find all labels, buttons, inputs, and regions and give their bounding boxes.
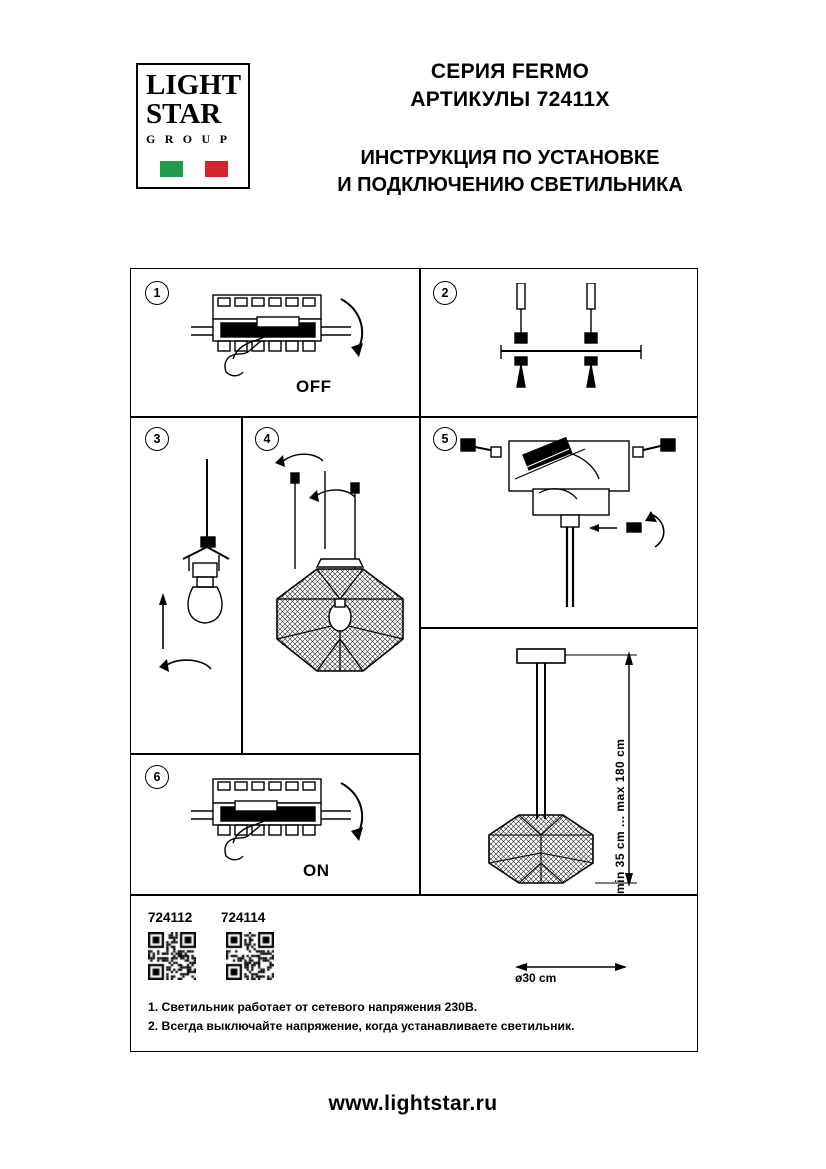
- qr-code-724112: [148, 932, 196, 980]
- steps-frame: [130, 268, 698, 1052]
- footer-website: www.lightstar.ru: [328, 1092, 498, 1115]
- italian-flag-icon: [160, 161, 228, 177]
- divider-horizontal-3: [419, 627, 697, 629]
- divider-horizontal-4: [131, 894, 697, 896]
- product-code-label-1: 724112: [148, 910, 193, 925]
- step-number-2: 2: [433, 281, 457, 305]
- diameter-dimension-label: ø30 cm: [515, 971, 557, 985]
- qr-code-724114: [226, 932, 274, 980]
- figure-step-2: [481, 283, 671, 398]
- step-number-1: 1: [145, 281, 169, 305]
- step-number-4: 4: [255, 427, 279, 451]
- step-caption-1: OFF: [296, 377, 332, 396]
- notes-block: [148, 998, 588, 1036]
- note-line-2: 2. Всегда выключайте напряжение, когда устанавливаете светильник.: [148, 1018, 575, 1033]
- figure-step-5: [457, 427, 697, 627]
- figure-product-dimensions: [461, 639, 697, 894]
- height-dimension-label: min 35 cm ... max 180 cm: [613, 738, 627, 894]
- logo-line-2: STAR: [146, 98, 222, 130]
- step-number-6: 6: [145, 765, 169, 789]
- divider-horizontal-2: [131, 753, 419, 755]
- article-title: АРТИКУЛЫ 72411X: [410, 88, 610, 111]
- logo-line-3: G R O U P: [146, 132, 231, 146]
- document-header: [0, 0, 826, 220]
- instruction-line-1: ИНСТРУКЦИЯ ПО УСТАНОВКЕ: [360, 147, 660, 169]
- instruction-title: [280, 145, 740, 199]
- divider-horizontal-1: [131, 416, 697, 418]
- brand-logo: [136, 63, 250, 189]
- product-code-label-2: 724114: [221, 910, 266, 925]
- figure-step-4: [255, 449, 425, 749]
- figure-step-3: [149, 459, 249, 709]
- step-caption-6: ON: [303, 861, 330, 880]
- series-title: СЕРИЯ FERMO: [430, 60, 590, 83]
- note-line-1: 1. Светильник работает от сетевого напряжения 230В.: [148, 1000, 478, 1014]
- figure-step-6: [191, 761, 411, 881]
- instruction-line-2: И ПОДКЛЮЧЕНИЮ СВЕТИЛЬНИКА: [337, 174, 683, 196]
- step-number-5: 5: [433, 427, 457, 451]
- step-number-3: 3: [145, 427, 169, 451]
- logo-line-1: LIGHT: [146, 69, 242, 101]
